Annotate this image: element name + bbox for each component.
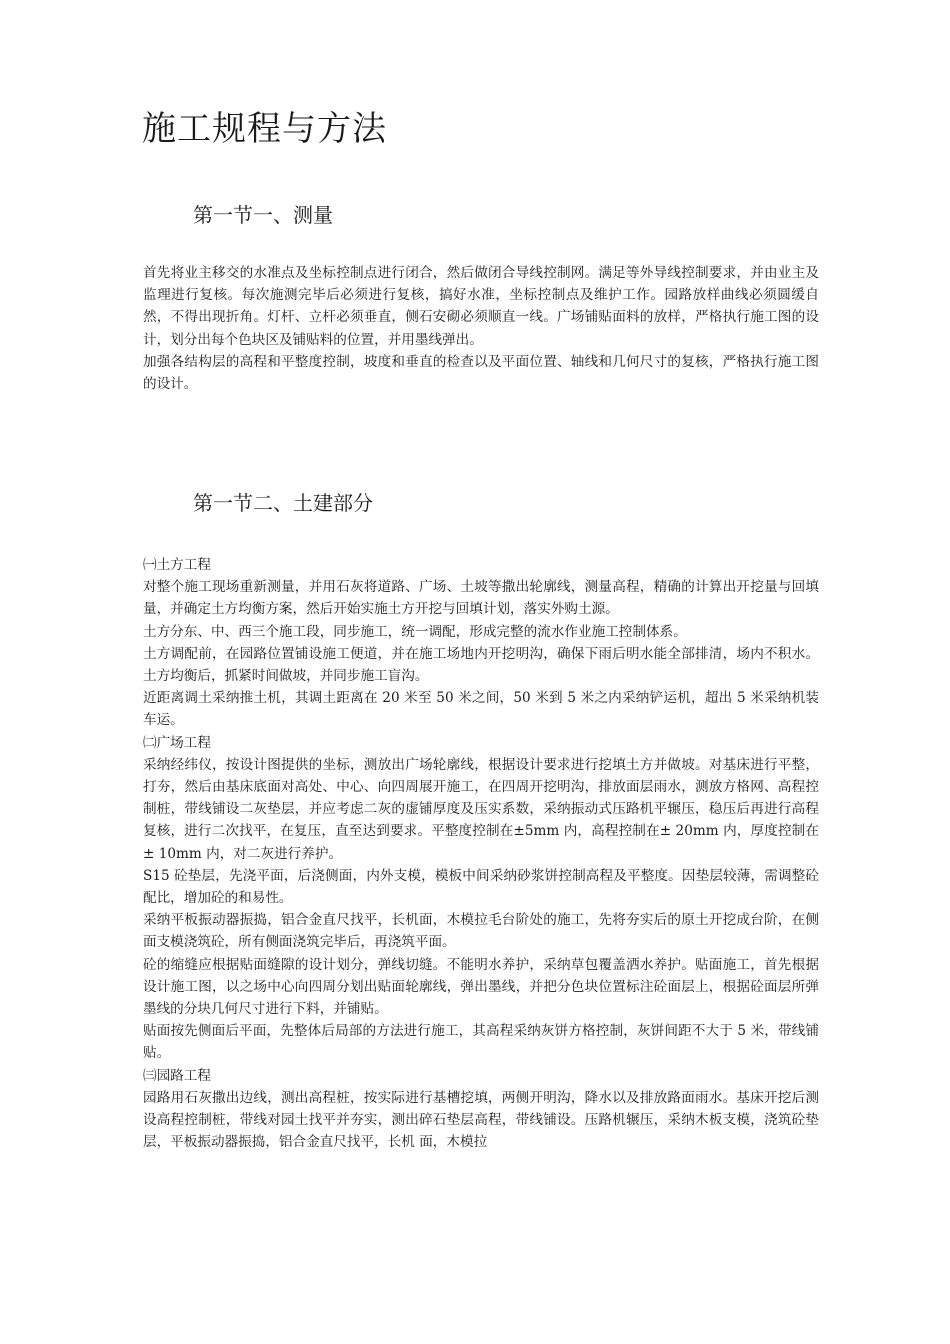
paragraph: 土方分东、中、西三个施工段，同步施工，统一调配，形成完整的流水作业施工控制体系。 (143, 623, 687, 640)
subsection-heading: ㈢园路工程 (143, 1067, 211, 1084)
subsection-heading: ㈠土方工程 (143, 557, 211, 573)
paragraph: 砼的缩缝应根据贴面缝隙的设计划分，弹线切缝。不能明水养护，采纳草包覆盖洒水养护。贴面施工，首先根据设计施工图，以之场中心向四周分划出贴面轮廓线，弹出墨线，并把分色块位置标注砼面层上，根据砼面层所弹墨线的分块几何尺寸进行下料，并铺贴。 (143, 956, 819, 1018)
paragraph: 贴面按先侧面后平面，先整体后局部的方法进行施工，其高程采纳灰饼方格控制，灰饼间距不大于 5 米，带线铺贴。 (143, 1023, 819, 1062)
paragraph: 土方调配前，在园路位置铺设施工便道，并在施工场地内开挖明沟，确保下雨后明水能全部排清，场内不积水。土方均衡后，抓紧时间做坡，并同步施工盲沟。 (143, 645, 819, 685)
document-title: 施工规程与方法 (142, 109, 387, 149)
paragraph: 加强各结构层的高程和平整度控制，坡度和垂直的检查以及平面位置、轴线和几何尺寸的复核，严格执行施工图的设计。 (143, 353, 819, 393)
paragraph: 对整个施工现场重新测量，并用石灰将道路、广场、土坡等撒出轮廓线，测量高程，精确的计算出开挖量与回填量，并确定土方均衡方案，然后开始实施土方开挖与回填计划，落实外购土源。 (143, 579, 819, 618)
section-heading-survey: 第一节一、测量 (193, 203, 333, 227)
paragraph: 近距离调土采纳推土机，其调土距离在 20 米至 50 米之间，50 米到 5 米之内采纳铲运机，超出 5 米采纳机装车运。 (143, 690, 819, 729)
paragraph: S15 砼垫层，先浇平面，后浇侧面，内外支模，模板中间采纳砂浆饼控制高程及平整度。因垫层较薄，需调整砼配比，增加砼的和易性。 (143, 867, 819, 907)
section-body-survey (143, 262, 819, 395)
paragraph: 首先将业主移交的水准点及坐标控制点进行闭合，然后做闭合导线控制网。满足等外导线控制要求，并由业主及监理进行复核。每次施测完毕后必须进行复核，搞好水准，坐标控制点及维护工作。园路放样曲线必须圆缓自然，不得出现折角。灯杆、立杆必须垂直，侧石安砌必须顺直一线。广场铺贴面料的放样，严格执行施工图的设计，划分出每个色块区及铺贴料的位置，并用墨线弹出。 (143, 265, 819, 348)
section-body-civil-works (143, 554, 819, 1153)
subsection-heading: ㈡广场工程 (143, 734, 211, 751)
section-heading-civil-works: 第一节二、土建部分 (193, 491, 373, 515)
paragraph: 采纳经纬仪，按设计图提供的坐标，测放出广场轮廓线，根据设计要求进行挖填土方并做坡。对基床进行平整，打夯，然后由基床底面对高处、中心、向四周展开施工，在四周开挖明沟，排放面层雨水，测放方格网、高程控制桩，带线铺设二灰垫层，并应考虑二灰的虚铺厚度及压实系数，采纳振动式压路机平辗压，稳压后再进行高程复核，进行二次找平，在复压，直至达到要求。平整度控制在±5mm 内，高程控制在± 20mm 内，厚度控制在± 10mm 内，对二灰进行养护。 (143, 756, 819, 862)
paragraph: 园路用石灰撒出边线，测出高程桩，按实际进行基槽挖填，两侧开明沟，降水以及排放路面雨水。基床开挖后测设高程控制桩，带线对园土找平并夯实，测出碎石垫层高程，带线铺设。压路机辗压，采纳木板支模，浇筑砼垫层，平板振动器振捣，铝合金直尺找平，长机 面，木模拉 (143, 1089, 819, 1151)
paragraph: 采纳平板振动器振捣，铝合金直尺找平，长机面，木模拉毛台阶处的施工，先将夯实后的原土开挖成台阶，在侧面支模浇筑砼，所有侧面浇筑完毕后，再浇筑平面。 (143, 912, 819, 951)
